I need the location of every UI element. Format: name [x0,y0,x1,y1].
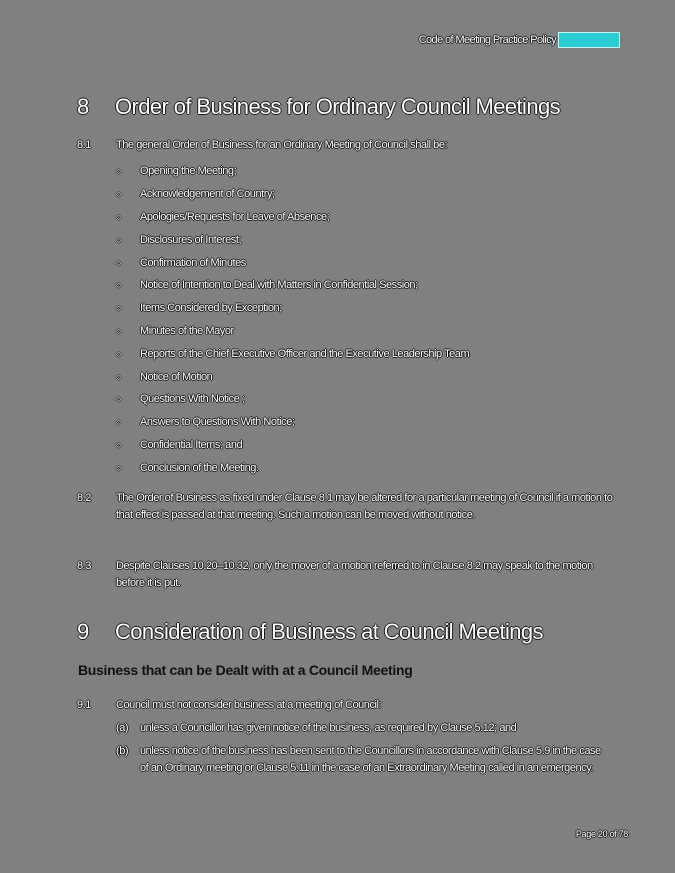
list-item-text: Reports of the Chief Executive Officer and the Executive Leadership Team [140,347,470,360]
list-item-text: Apologies/Requests for Leave of Absence; [140,210,330,223]
list-item [116,434,469,457]
page-number: Page 20 of 78 [575,829,628,839]
section-8-heading [77,94,560,120]
bullet-icon: ○ [116,189,121,200]
clause-8-1 [77,137,616,154]
list-item [116,411,469,434]
bullet-icon: ○ [116,325,121,336]
clause-text: Council must not consider business at a meeting of Council: [116,699,382,711]
list-item-text: Notice of Intention to Deal with Matters in Confidential Session; [140,279,418,292]
list-item-text: Notice of Motion [140,370,213,383]
header-accent-bar [558,32,620,48]
bullet-icon: ○ [116,211,121,222]
sub-item-label: (a) [116,722,129,734]
list-item [116,228,469,251]
section-9-heading [77,619,543,645]
section-title: Order of Business for Ordinary Council Meetings [115,94,560,119]
bullet-icon: ○ [116,234,121,245]
list-item-text: Disclosures of Interest; [140,233,242,246]
list-item-text: Opening the Meeting; [140,165,237,178]
list-item [116,297,469,320]
list-item [116,320,469,343]
clause-text: Despite Clauses 10.20–10.32, only the mover of a motion referred to in Clause 8.2 may speak to the motion before it is put. [116,560,593,589]
list-item [116,274,469,297]
clause-text: The general Order of Business for an Ordinary Meeting of Council shall be: [116,139,448,151]
bullet-icon: ○ [116,166,121,177]
sub-item-a [116,720,610,737]
bullet-icon: ○ [116,280,121,291]
clause-8-3 [77,558,616,592]
bullet-icon: ○ [116,303,121,314]
document-title: Code of Meeting Practice Policy [418,34,556,46]
list-item-text: Conclusion of the Meeting. [140,461,259,474]
bullet-icon: ○ [116,394,121,405]
section-title: Consideration of Business at Council Meetings [115,619,543,644]
section-number: 9 [77,619,89,644]
bullet-icon: ○ [116,439,121,450]
list-item-text: Confidential Items; and [140,438,243,451]
list-item [116,183,469,206]
list-item [116,456,469,479]
clause-text: The Order of Business as fixed under Clause 8.1 may be altered for a particular meeting of Council if a motion to that effect is passed at that meeting. Such a motion can be moved without notice. [116,492,613,521]
clause-number: 9.1 [77,699,91,711]
sub-item-text: unless notice of the business has been sent to the Councillors in accordance with Clause 5.9 in the case of an Ordinary meeting or Clause 5.11 in the case of an Extraordinary Meeting called in an emergency. [140,745,601,774]
list-item-text: Questions With Notice ; [140,393,245,406]
clause-number: 8.1 [77,139,91,151]
bullet-icon: ○ [116,371,121,382]
sub-item-b [116,743,610,777]
list-item-text: Acknowledgement of Country; [140,188,275,201]
bullet-icon: ○ [116,348,121,359]
list-item [116,365,469,388]
bullet-icon: ○ [116,462,121,473]
list-item [116,251,469,274]
list-item [116,388,469,411]
order-of-business-list [116,160,469,479]
list-item-text: Confirmation of Minutes [140,256,246,269]
list-item-text: Items Considered by Exception; [140,302,282,315]
page-header [419,31,620,49]
bullet-icon: ○ [116,417,121,428]
list-item [116,342,469,365]
list-item [116,160,469,183]
clause-9-1-sublist [116,720,610,783]
clause-number: 8.3 [77,560,91,572]
sub-item-label: (b) [116,745,129,757]
subheading: Business that can be Dealt with at a Council Meeting [78,662,413,678]
bullet-icon: ○ [116,257,121,268]
list-item [116,206,469,229]
section-number: 8 [77,94,89,119]
clause-number: 8.2 [77,492,91,504]
clause-8-2 [77,490,616,524]
sub-item-text: unless a Councillor has given notice of the business, as required by Clause 5.12; and [140,722,517,734]
clause-9-1 [77,697,616,714]
list-item-text: Minutes of the Mayor [140,324,234,337]
list-item-text: Answers to Questions With Notice; [140,416,295,429]
